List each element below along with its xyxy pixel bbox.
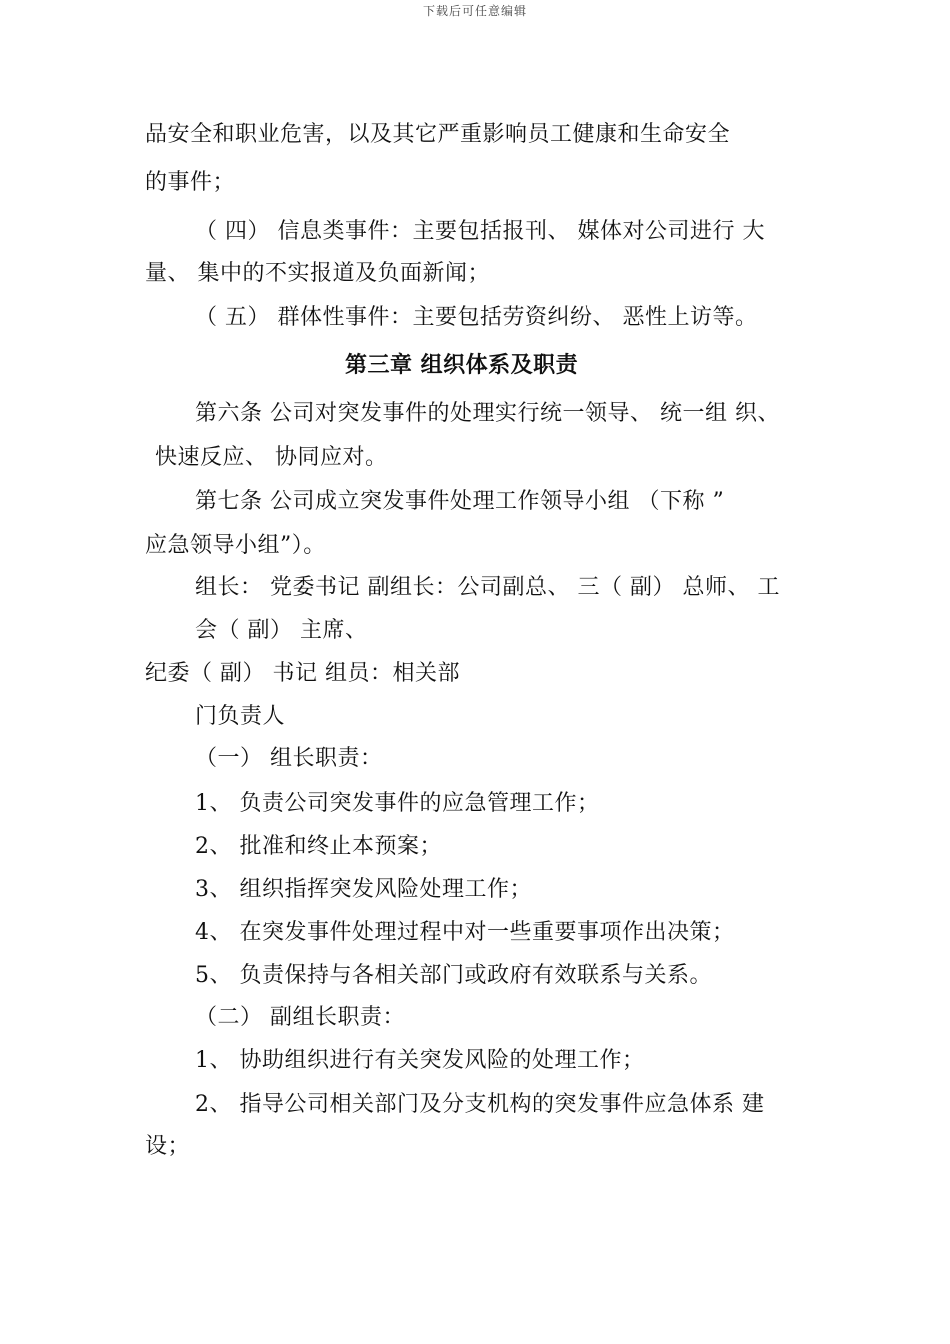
chapter-3-heading: 第三章 组织体系及职责 bbox=[345, 353, 579, 378]
deputy-duty-2: 2、 指导公司相关部门及分支机构的突发事件应急体系 建 bbox=[195, 1092, 765, 1117]
leader-roster-line-2: 会（ 副） 主席、 bbox=[195, 618, 368, 643]
article-7-continuation: 应急领导小组”）。 bbox=[145, 533, 326, 558]
article-6-continuation: 快速反应、 协同应对。 bbox=[155, 445, 388, 470]
article-6: 第六条 公司对突发事件的处理实行统一领导、 统一组 织、 bbox=[195, 401, 780, 426]
section-deputy-duties: （二） 副组长职责： bbox=[195, 1005, 405, 1030]
leader-roster-line-4: 门负责人 bbox=[195, 704, 286, 729]
item-4-info-events: （ 四） 信息类事件：主要包括报刊、 媒体对公司进行 大 bbox=[195, 219, 765, 244]
leader-duty-2: 2、 批准和终止本预案； bbox=[195, 834, 442, 859]
deputy-duty-2-continuation: 设； bbox=[145, 1134, 191, 1159]
item-4-continuation: 量、 集中的不实报道及负面新闻； bbox=[145, 261, 490, 286]
leader-roster-line-3: 纪委（ 副） 书记 组员：相关部 bbox=[145, 661, 460, 686]
article-7: 第七条 公司成立突发事件处理工作领导小组 （下称 ” bbox=[195, 489, 725, 514]
item-5-group-events: （ 五） 群体性事件：主要包括劳资纠纷、 恶性上访等。 bbox=[195, 305, 758, 330]
leader-duty-5: 5、 负责保持与各相关部门或政府有效联系与关系。 bbox=[195, 963, 712, 988]
leader-duty-4: 4、 在突发事件处理过程中对一些重要事项作出决策； bbox=[195, 920, 735, 945]
body-line-2: 的事件； bbox=[145, 170, 236, 195]
deputy-duty-1: 1、 协助组织进行有关突发风险的处理工作； bbox=[195, 1048, 645, 1073]
leader-duty-3: 3、 组织指挥突发风险处理工作； bbox=[195, 877, 532, 902]
section-leader-duties: （一） 组长职责： bbox=[195, 746, 383, 771]
leader-roster-line-1: 组长： 党委书记 副组长：公司副总、 三（ 副） 总师、 工 bbox=[195, 575, 780, 600]
page-header: 下载后可任意编辑 bbox=[422, 4, 527, 18]
leader-duty-1: 1、 负责公司突发事件的应急管理工作； bbox=[195, 791, 600, 816]
body-line-1: 品安全和职业危害，以及其它严重影响员工健康和生命安全 bbox=[145, 122, 731, 147]
